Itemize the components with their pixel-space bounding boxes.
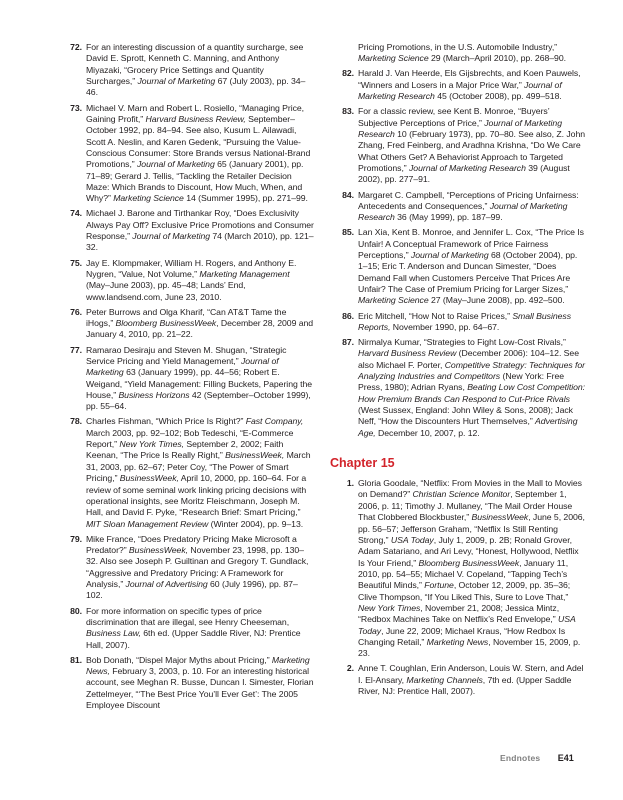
endnote [60, 208, 314, 253]
endnote-text: Margaret C. Campbell, “Perceptions of Pricing Unfairness: Antecedents and Consequences,” [358, 189, 579, 211]
endnote [60, 307, 314, 341]
endnote-number: 86. [342, 310, 354, 321]
endnote [332, 311, 586, 334]
page-number: E41 [557, 753, 574, 763]
endnote [332, 478, 586, 660]
endnote-text: For a classic review, see Kent B. Monroe, “Buyers’ Subjective Perceptions of Price,” [358, 106, 550, 128]
endnote-italic-text: Beating Low Cost Competition: How Premium Brands Can Respond to Cut-Price Rivals [358, 382, 586, 404]
endnote [332, 42, 586, 65]
endnote [60, 345, 314, 413]
endnote-italic-text: Business Horizons [118, 389, 190, 400]
endnote-text: , September 1, 2006, p. 11; Timothy J. Mullaney, “The Mail Order House That Clobbered Blockbuster,” [358, 489, 573, 523]
endnote-text: 60 (July 1996), pp. 87–102. [86, 579, 298, 601]
endnote-text: Bob Donath, “Dispel Major Myths about Pricing,” [86, 654, 272, 665]
endnote-text: April 10, 2000, pp. 160–64. For a review of some seminal work linking pricing decisions with operational insights, see Moritz Fleischmann, Joseph M. Hall, and David F. Pyke, “Research Brief: Smart Pricing,” [86, 473, 307, 518]
endnote-text: Mike France, “Does Predatory Pricing Make Microsoft a Predator?” [86, 533, 297, 556]
endnote-number: 72. [70, 42, 82, 52]
endnote-italic-text: Journal of Marketing Research [358, 79, 562, 102]
endnote [332, 68, 586, 102]
endnote-text: Nirmalya Kumar, “Strategies to Fight Low-Cost Rivals,” [358, 337, 566, 348]
endnote-text: March 31, 2003, pp. 62–67; Peter Coy, “The Power of Smart Pricing,” [86, 450, 311, 484]
endnote-text: 63 (January 1999), pp. 44–56; Robert E. Weigand, “Yield Management: Filling Buckets, Papering the House,” [86, 367, 313, 400]
endnote-italic-text: MIT Sloan Management Review [86, 518, 209, 529]
endnote-italic-text: Journal of Advertising [125, 579, 208, 590]
endnote-text: February 3, 2003, p. 10. For an interesting historical account, see Meghan R. Busse, Duncan I. Simester, Florian Zettelmeyer, “‘The Best Price You’ll Ever Get’: The 2005 Employee Discount [86, 666, 314, 711]
endnote-text: November 23, 1998, pp. 130–32. Also see Joseph P. Guiltinan and Gregory T. Gundlack, “Aggressive and Predatory Pricing: A Framework for Analysis,” [86, 545, 309, 590]
endnote-italic-text: Bloomberg BusinessWeek [115, 318, 217, 329]
endnote [60, 103, 314, 205]
endnote-text: September 2, 2002; Faith Keenan, “The Price Is Really Right,” [86, 439, 284, 461]
endnote-italic-text: Journal of Marketing [86, 355, 279, 378]
endnote-text: , January 11, 2010, pp. 54–55; Michael V. Copeland, “Tapping Tech’s Beautiful Minds,” [358, 557, 569, 591]
endnote-number: 73. [70, 102, 82, 113]
endnote-text: For an interesting discussion of a quantity surcharge, see David E. Sprott, Kenneth C. Manning, and Anthony Miyazaki, “Grocery Price Settings and Quantity Surcharges,” [86, 42, 304, 87]
endnote-text: , November 21, 2008; Jessica Mintz, “Redbox Machines Take on Netflix’s Red Envelope,” [358, 602, 560, 625]
endnote-text: 27 (May–June 2008), pp. 492–500. [428, 295, 565, 306]
endnote-text: 36 (May 1999), pp. 187–99. [394, 212, 503, 223]
endnote-italic-text: Fast Company, [245, 416, 304, 427]
endnote [60, 258, 314, 303]
endnote-italic-text: Bloomberg BusinessWeek [418, 557, 520, 568]
endnote-text: (December 2006): 104–12. See also Michael F. Porter, [358, 348, 579, 370]
endnote [332, 663, 586, 697]
right-column [332, 42, 586, 701]
endnote-text: 14 (Summer 1995), pp. 271–99. [183, 193, 308, 204]
endnote-number: 75. [70, 257, 82, 268]
footer-label: Endnotes [500, 753, 541, 763]
endnote-italic-text: Marketing Channels [406, 674, 483, 685]
endnote-text: , December 28, 2009 and January 4, 2010, pp. 21–22. [86, 318, 314, 340]
endnote-number: 83. [342, 106, 354, 117]
endnote-text: 6th ed. (Upper Saddle River, NJ: Prentice Hall, 2007). [86, 628, 301, 650]
endnote-italic-text: Journal of Marketing Research [409, 163, 526, 174]
endnote-italic-text: New York Times [358, 602, 421, 613]
endnote-italic-text: Journal of Marketing Research [358, 200, 568, 223]
endnote-text: March 2003, pp. 92–102; Bob Tedeschi, “E-Commerce Report,” [86, 427, 294, 450]
endnote-number: 85. [342, 227, 354, 238]
endnote [332, 106, 586, 185]
endnote [60, 42, 314, 99]
endnote-text: , June 22, 2009; Michael Kraus, “How Redbox Is Changing Retail,” [358, 625, 566, 647]
endnote-italic-text: BusinessWeek, [225, 450, 285, 461]
endnote-italic-text: Harvard Business Review [358, 348, 457, 359]
endnote-text: Jay E. Klompmaker, William H. Rogers, and Anthony E. Nygren, “Value, Not Volume,” [86, 257, 297, 279]
endnote-text: Ramarao Desiraju and Steven M. Shugan, “Strategic Service Pricing and Yield Management,” [86, 344, 287, 366]
endnote-number: 80. [70, 605, 82, 616]
endnote-text: Michael V. Marn and Robert L. Rosiello, “Managing Price, Gaining Profit,” [86, 102, 305, 124]
endnote-number: 77. [70, 344, 82, 355]
endnote-italic-text: Marketing News, [86, 654, 310, 677]
endnote-italic-text: Journal of Marketing [137, 159, 215, 170]
endnote-text: Pricing Promotions, in the U.S. Automobile Industry,” [358, 42, 558, 52]
endnote [332, 190, 586, 224]
endnote-text: 65 (January 2001), pp. 71–89; Gerard J. Tellis, “Tackling the Retailer Decision Maze: Which Brands to Discount, How Much, When, and Why?” [86, 159, 304, 204]
endnote-italic-text: BusinessWeek, [119, 473, 179, 484]
endnote-text: (Winter 2004), pp. 9–13. [208, 518, 304, 529]
endnote [332, 227, 586, 306]
endnote-number: 78. [70, 416, 82, 427]
endnote-italic-text: Advertising Age, [358, 416, 578, 438]
endnote-text: (West Sussex, England: John Wiley & Sons, 2008); Jack Neff, “How the Discounters Hurt Themselves,” [358, 405, 573, 427]
endnote-italic-text: Competitive Strategy: Techniques for Analyzing Industries and Competitors [358, 359, 586, 382]
endnote-text: , October 12, 2009, pp. 35–36; Clive Thompson, “If You Liked This, Sure to Love That,” [358, 580, 571, 602]
chapter-heading: Chapter 15 [330, 456, 395, 471]
endnote-text: , July 1, 2009, p. 2B; Ronald Grover, Adam Satariano, and Ari Levy, “Honest, Hollywood, Netflix Is Your Friend,” [358, 534, 579, 568]
endnote-text: 45 (October 2008), pp. 499–518. [434, 91, 562, 102]
endnote-text: 29 (March–April 2010), pp. 268–90. [428, 53, 566, 64]
endnote-italic-text: Business Law, [86, 628, 141, 639]
endnote-text: For more information on specific types of price discrimination that are illegal, see Henry Cheeseman, [86, 605, 290, 627]
endnote-italic-text: Harvard Business Review, [145, 113, 246, 124]
endnote-italic-text: USA Today [390, 534, 434, 545]
endnote-text: 42 (September–October 1999), pp. 55–64. [86, 389, 311, 412]
page-footer [500, 753, 574, 763]
endnote-number: 74. [70, 208, 82, 219]
endnote-text: (New York: Free Press, 1980); Adrian Ryans, [358, 371, 565, 393]
endnote-number: 2. [346, 663, 354, 674]
endnote-italic-text: Christian Science Monitor [412, 489, 511, 500]
endnote-italic-text: Marketing Science [358, 295, 429, 306]
endnote-text: 10 (February 1973), pp. 70–80. See also, Z. John Zhang, Fred Feinberg, and Aradhna Krishna, “Do We Care What Others Get? A Behaviorist Approach to Targeted Promotions,” [358, 129, 586, 174]
chapter-notes-list [332, 478, 586, 697]
endnote-italic-text: BusinessWeek, [128, 545, 188, 556]
endnote-number: 76. [70, 306, 82, 317]
endnote-number: 84. [342, 189, 354, 200]
endnote-text: , June 5, 2006, pp. 56–57; Jefferson Graham, “Netflix Is Still Renting Strong,” [358, 512, 585, 545]
endnote [60, 416, 314, 529]
endnote-number: 87. [342, 337, 354, 348]
endnote-italic-text: New York Times, [119, 439, 185, 450]
endnote-text: , November 15, 2009, p. 23. [358, 636, 581, 659]
endnote-text: 39 (August 2002), pp. 277–91. [358, 163, 570, 185]
endnote [332, 337, 586, 439]
endnote-number: 81. [70, 654, 82, 665]
endnote-text: December 10, 2007, p. 12. [375, 427, 480, 438]
endnote-italic-text: USA Today [358, 614, 576, 636]
endnote-italic-text: Journal of Marketing [410, 250, 489, 261]
endnote-text: Harald J. Van Heerde, Els Gijsbrechts, and Koen Pauwels, “Winners and Losers in a Major Price War,” [358, 68, 581, 90]
endnote-italic-text: Journal of Marketing [132, 231, 211, 242]
endnote-text: Peter Burrows and Olga Kharif, “Can AT&T Tame the iHogs,” [86, 306, 287, 329]
endnote-text: Gloria Goodale, “Netflix: From Movies in the Mall to Movies on Demand?” [358, 478, 582, 500]
endnote-italic-text: Marketing Science [113, 193, 184, 204]
left-column [60, 42, 314, 715]
endnote-text: November 1990, pp. 64–67. [390, 321, 500, 332]
endnote-text: Charles Fishman, “Which Price Is Right?” [86, 416, 246, 427]
endnote-text: Eric Mitchell, “How Not to Raise Prices,” [358, 310, 513, 321]
right-notes-list [332, 42, 586, 439]
endnote-italic-text: BusinessWeek [471, 512, 529, 523]
endnote [60, 534, 314, 602]
endnote-number: 1. [346, 478, 354, 489]
endnote-italic-text: Marketing Management [199, 268, 290, 279]
endnote-italic-text: Fortune [424, 580, 454, 591]
endnote-italic-text: Journal of Marketing [137, 76, 216, 87]
endnote-number: 82. [342, 68, 354, 79]
endnote-text: 67 (July 2003), pp. 34–46. [86, 76, 306, 98]
endnote-italic-text: Journal of Marketing Research [358, 117, 562, 139]
endnote-text: Lan Xia, Kent B. Monroe, and Jennifer L. Cox, “The Price Is Unfair! A Conceptual Framework of Price Fairness Perceptions,” [358, 227, 584, 261]
endnote-italic-text: Marketing News [426, 636, 489, 647]
endnote-text: Anne T. Coughlan, Erin Anderson, Louis W. Stern, and Adel I. El-Ansary, [358, 663, 584, 685]
endnote-text: 74 (March 2010), pp. 121–32. [86, 231, 314, 253]
endnote-number: 79. [70, 533, 82, 544]
endnote-text: September–October 1992, pp. 84–94. See also, Kusum L. Ailawadi, Scott A. Neslin, and Karen Gedenk, “Pursuing the Value-Conscious Consumer: Store Brands versus National-Brand Promotions,” [86, 113, 311, 170]
endnote-text: (May–June 2003), pp. 45–48; Lands’ End, www.landsend.com, June 23, 2010. [86, 280, 246, 302]
endnote-text: , 7th ed. (Upper Saddle River, NJ: Prentice Hall, 2007). [358, 674, 572, 697]
endnote [60, 655, 314, 712]
endnote-text: Michael J. Barone and Tirthankar Roy, “Does Exclusivity Always Pay Off? Exclusive Price Promotions and Consumer Response,” [86, 208, 314, 242]
endnote [60, 606, 314, 651]
endnote-text: 68 (October 2004), pp. 1–15; Eric T. Anderson and Duncan Simester, “Does Demand Fall when Customers Perceive That Prices Are Unfair? The Case of Premium Pricing for Larger Sizes,” [358, 250, 578, 295]
endnote-italic-text: Marketing Science [358, 53, 429, 64]
endnote-italic-text: Small Business Reports, [358, 310, 571, 332]
